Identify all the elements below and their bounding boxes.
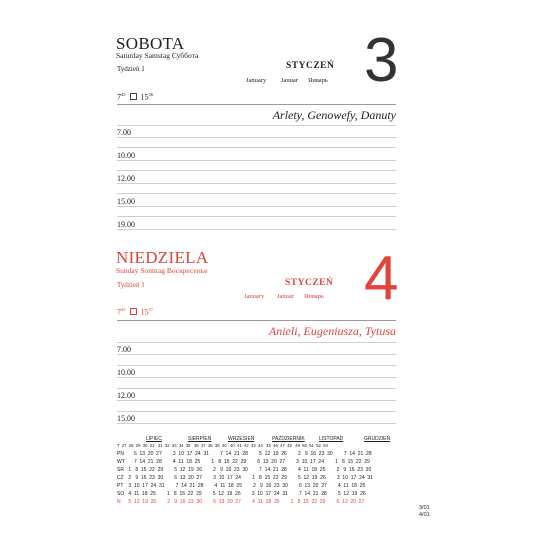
day2-month-sub-de: Januar (277, 293, 294, 300)
cal-month-wrzesien: WRZESIEŃ (228, 436, 255, 442)
line (117, 342, 396, 343)
day2-time-15: 15.00 (117, 414, 135, 423)
line (117, 411, 396, 412)
cal-month-sierpien: SIERPIEŃ (188, 436, 212, 442)
cal-week-numbers: T 27 28 29 30 31 31 32 33 34 35 36 37 38 39 40 40 41 42 43 44 45 46 47 48 49 50 51 52 53 (117, 443, 328, 448)
day2-top-rule (117, 320, 396, 321)
line (117, 354, 396, 355)
day2-week: Tydzień 1 (117, 281, 145, 289)
day1-week: Tydzień 1 (117, 65, 145, 73)
day1-month-sub-en: January (246, 77, 267, 84)
day1-month-sub-de: Januar (281, 77, 298, 84)
line (117, 206, 396, 207)
day1-sun-times: $7^{45}$ $15^{36}$ (117, 92, 153, 102)
line (117, 170, 396, 171)
cal-day-so: SO (117, 491, 125, 497)
day1-month-sub-ru: Январь (308, 77, 328, 84)
day2-time-12: 12.00 (117, 391, 135, 400)
cal-row-pn: 6 13 20 27 3 10 17 24 31 7 14 21 28 5 12 19 26 2 9 16 23 30 7 14 21 28 (127, 451, 372, 457)
line (117, 423, 396, 424)
line (117, 160, 396, 161)
day1-time-7: 7.00 (117, 128, 131, 137)
cal-row-sr: 1 8 15 22 29 5 12 19 26 2 9 16 23 30 7 14 21 28 4 11 18 25 2 9 16 23 30 (127, 467, 372, 473)
day1-namedays: Arlety, Genowefy, Danuty (272, 108, 396, 122)
line (117, 365, 396, 366)
line (117, 377, 396, 378)
day2-namedays: Anieli, Eugeniusza, Tytusa (268, 324, 396, 338)
day2-time-7: 7.00 (117, 345, 131, 354)
cal-day-wt: WT (117, 459, 125, 465)
day2-month-sub-en: January (244, 293, 265, 300)
cal-row-cz: 2 9 16 23 30 6 13 20 27 3 10 17 24 1 8 15 22 29 5 12 19 26 3 10 17 24 31 (127, 475, 373, 481)
line (117, 125, 396, 126)
line (117, 183, 396, 184)
day2-subtitle: Sunday Sonntag Воскресенье (116, 266, 208, 275)
line (117, 229, 396, 230)
cal-row-n: 5 12 19 26 2 9 16 23 30 6 13 20 27 4 11 18 25 1 8 15 22 29 6 13 20 27 (127, 499, 365, 505)
day1-time-15: 15.00 (117, 197, 135, 206)
cal-day-pn: PN (117, 451, 124, 457)
cal-row-wt: 7 14 21 28 4 11 18 25 1 8 15 22 29 6 13 20 27 3 10 17 24 1 8 15 22 29 (127, 459, 370, 465)
day1-top-rule (117, 104, 396, 105)
cal-row-so: 4 11 18 25 1 8 15 22 29 5 12 19 26 3 10 17 24 31 7 14 21 28 5 12 19 26 (127, 491, 366, 497)
cal-month-grudzien: GRUDZIEŃ (364, 436, 391, 442)
line (117, 216, 396, 217)
cal-month-listopad: LISTOPAD (319, 436, 344, 442)
line (117, 388, 396, 389)
day1-name: SOBOTA (116, 34, 185, 53)
day2-month: STYCZEŃ (285, 278, 334, 288)
cal-row-pt: 3 10 17 24 31 7 14 21 28 4 11 18 25 2 9 16 23 30 6 13 20 27 4 11 18 25 (127, 483, 366, 489)
line (117, 400, 396, 401)
square-icon (130, 93, 137, 100)
day1-time-12: 12.00 (117, 174, 135, 183)
sunrise-icon-text: 7 (117, 92, 121, 102)
square-icon (130, 308, 137, 315)
day2-time-10: 10.00 (117, 368, 135, 377)
day1-time-10: 10.00 (117, 151, 135, 160)
day2-month-sub-ru: Январь (304, 293, 324, 300)
day2-number: 4 (364, 244, 399, 313)
day1-month: STYCZEŃ (286, 61, 335, 71)
line (117, 147, 396, 148)
line (117, 193, 396, 194)
cal-day-sr: ŚR (117, 467, 124, 473)
cal-day-n: N (117, 499, 121, 505)
day1-number: 3 (364, 26, 399, 95)
page-mark-2: 4/01 (419, 512, 430, 518)
day1-subtitle: Saturday Samstag Субботa (116, 51, 199, 60)
cal-day-pt: PT (117, 483, 124, 489)
cal-month-pazdziernik: PAŹDZIERNIK (272, 436, 305, 442)
day1-time-19: 19.00 (117, 220, 135, 229)
line (117, 137, 396, 138)
page-mark-1: 3/01 (419, 505, 430, 511)
cal-day-cz: CZ (117, 475, 124, 481)
day2-sun-times: $7^{45}$ $15^{37}$ (117, 307, 153, 317)
day2-name: NIEDZIELA (116, 248, 209, 267)
cal-month-lipiec: LIPIEC (146, 436, 162, 442)
